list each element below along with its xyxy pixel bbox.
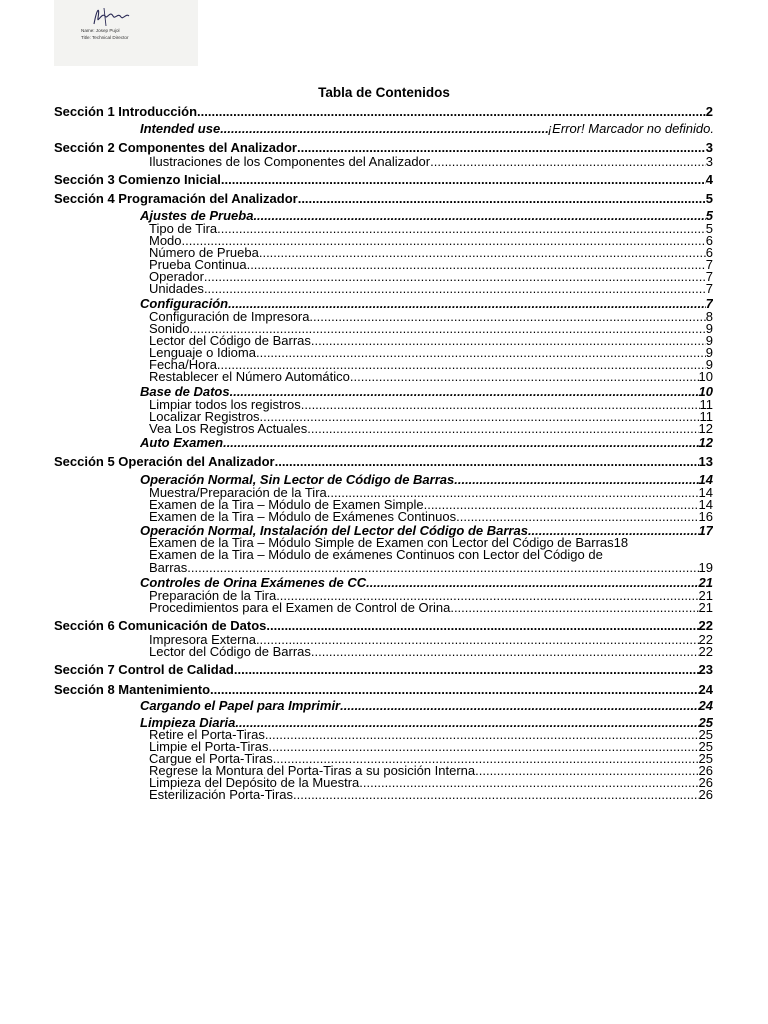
toc-leader — [187, 561, 698, 575]
toc-leader — [297, 141, 706, 155]
toc-leader — [230, 385, 699, 399]
toc-leader — [234, 663, 699, 677]
toc-leader — [275, 455, 699, 469]
toc-entry[interactable] — [149, 788, 713, 802]
toc-entry-label: Base de Datos — [140, 385, 230, 399]
toc-entry[interactable] — [54, 619, 713, 633]
toc-entry-label: Ajustes de Prueba — [140, 209, 254, 223]
toc-entry-label: Regrese la Montura del Porta-Tiras a su posición Interna — [149, 764, 476, 778]
signature-stamp — [54, 0, 198, 66]
toc-entry-page: 26 — [698, 764, 713, 778]
page-title: Tabla de Contenidos — [318, 85, 450, 100]
toc-entry-label: Intended use — [140, 122, 221, 136]
toc-entry-label: Examen de la Tira – Módulo Simple de Examen con Lector del Código de Barras — [149, 536, 614, 550]
toc-leader — [266, 619, 698, 633]
toc-entry-page: 8 — [705, 310, 713, 324]
toc-entry-page: 13 — [698, 455, 713, 469]
toc-entry-label: Sección 5 Operación del Analizador — [54, 455, 275, 469]
toc-entry-label: Impresora Externa — [149, 633, 256, 647]
toc-entry-label: Operador — [149, 270, 204, 284]
toc-entry-label: Fecha/Hora — [149, 358, 217, 372]
toc-entry-label: Cargando el Papel para Imprimir — [140, 699, 341, 713]
toc-entry-label: Modo — [149, 234, 182, 248]
toc-entry-label: Auto Examen — [140, 436, 224, 450]
toc-entry-page: 12 — [698, 436, 713, 450]
toc-entry-page: 7 — [705, 258, 713, 272]
toc-entry[interactable] — [140, 122, 714, 136]
toc-leader — [366, 576, 698, 590]
toc-entry-page: 19 — [698, 561, 713, 575]
toc-entry-page: 3 — [705, 141, 713, 155]
toc-leader — [293, 788, 699, 802]
toc-entry-label: Sección 3 Comienzo Inicial — [54, 173, 221, 187]
toc-entry-page: 14 — [698, 473, 713, 487]
toc-entry[interactable] — [140, 297, 713, 311]
toc-entry-page: 25 — [698, 728, 713, 742]
toc-entry-page: 21 — [698, 576, 713, 590]
toc-entry-label: Limpieza del Depósito de la Muestra — [149, 776, 360, 790]
toc-entry-page: 23 — [698, 663, 713, 677]
toc-entry-page: 18 — [613, 536, 629, 550]
toc-entry-label: Ilustraciones de los Componentes del Analizador — [149, 155, 431, 169]
toc-entry[interactable] — [140, 699, 713, 713]
toc-entry-page: 9 — [705, 358, 713, 372]
toc-entry-page: 10 — [698, 385, 713, 399]
toc-entry-label: Procedimientos para el Examen de Control de Orina. — [149, 601, 454, 615]
toc-entry-label: Examen de la Tira – Módulo de Exámenes Continuos — [149, 510, 457, 524]
toc-entry-page: 9 — [705, 346, 713, 360]
toc-entry-page: 26 — [698, 776, 713, 790]
toc-entry[interactable] — [140, 209, 713, 223]
signature-title: Title: Technical Director — [81, 35, 129, 40]
toc-entry-page: 7 — [705, 297, 713, 311]
toc-entry-page: 14 — [698, 486, 713, 500]
toc-entry[interactable] — [54, 105, 713, 119]
toc-entry-page: 4 — [705, 173, 713, 187]
toc-entry-page: 6 — [705, 234, 713, 248]
toc-entry-label: Tipo de Tira — [149, 222, 218, 236]
toc-entry-page: 7 — [705, 270, 713, 284]
toc-entry-page: 25 — [698, 740, 713, 754]
toc-entry-page: 16 — [698, 510, 713, 524]
toc-entry-page: 21 — [698, 589, 713, 603]
toc-entry[interactable] — [149, 282, 713, 296]
toc-entry-page: 22 — [698, 619, 713, 633]
toc-entry-page: 24 — [698, 699, 713, 713]
toc-entry-page: 12 — [698, 422, 713, 436]
toc-entry[interactable] — [140, 385, 713, 399]
toc-entry-label: Preparación de la Tira — [149, 589, 277, 603]
signature-name: Name: Josep Pujol — [81, 28, 120, 33]
toc-entry-label: Configuración — [140, 297, 229, 311]
toc-entry-label: Sonido — [149, 322, 190, 336]
toc-entry-page: 24 — [698, 683, 713, 697]
toc-entry[interactable] — [54, 663, 713, 677]
toc-entry-page: 5 — [705, 222, 713, 236]
toc-entry-label: Unidades — [149, 282, 204, 296]
toc-leader — [307, 422, 698, 436]
toc-entry-label: Lector del Código de Barras — [149, 645, 311, 659]
toc-entry-label: Limpie el Porta-Tiras — [149, 740, 269, 754]
toc-entry-label: Sección 4 Programación del Analizador — [54, 192, 298, 206]
toc-entry-page: ¡Error! Marcador no definido. — [547, 122, 714, 136]
toc-entry-page: 5 — [705, 192, 713, 206]
toc-entry-label: Esterilización Porta-Tiras — [149, 788, 294, 802]
toc-entry-page: 11 — [699, 410, 713, 424]
toc-leader — [228, 297, 706, 311]
toc-entry-page: 22 — [698, 645, 713, 659]
toc-leader — [298, 192, 706, 206]
toc-entry-label: Localizar Registros — [149, 410, 260, 424]
toc-entry-label: Limpieza Diaria — [140, 716, 236, 730]
toc-entry-page: 25 — [698, 716, 713, 730]
toc-entry-page: 10 — [698, 370, 713, 384]
toc-entry[interactable] — [149, 370, 713, 384]
toc-entry-label: Vea Los Registros Actuales — [149, 422, 308, 436]
toc-entry[interactable] — [149, 645, 713, 659]
toc-entry-label: Operación Normal, Sin Lector de Código de Barras — [140, 473, 455, 487]
toc-entry[interactable] — [54, 141, 713, 155]
toc-entry-label: Operación Normal, Instalación del Lector del Código de Barras — [140, 524, 528, 538]
toc-entry[interactable] — [149, 601, 713, 615]
toc-leader — [197, 105, 706, 119]
toc-leader — [210, 683, 698, 697]
toc-entry-page: 17 — [698, 524, 713, 538]
toc-entry[interactable] — [149, 561, 713, 575]
toc-entry-page: 11 — [699, 398, 713, 412]
toc-entry-label: Sección 6 Comunicación de Datos — [54, 619, 267, 633]
toc-entry-label: Sección 1 Introducción — [54, 105, 198, 119]
toc-leader — [454, 473, 698, 487]
toc-entry-label: Sección 8 Mantenimiento — [54, 683, 211, 697]
toc-leader — [204, 282, 706, 296]
toc-entry-label: Limpiar todos los registros — [149, 398, 301, 412]
toc-leader — [340, 699, 698, 713]
toc-entry-wrapped-line: Examen de la Tira – Módulo de exámenes Continuos con Lector del Código de — [149, 547, 603, 562]
toc-leader — [350, 370, 699, 384]
toc-entry-page: 14 — [698, 498, 713, 512]
toc-entry-label: Sección 7 Control de Calidad — [54, 663, 234, 677]
toc-entry-label: Sección 2 Componentes del Analizador — [54, 141, 297, 155]
toc-entry[interactable] — [149, 155, 713, 169]
toc-entry-page: 9 — [705, 334, 713, 348]
toc-entry-label: Lenguaje o Idioma — [149, 346, 256, 360]
toc-leader — [311, 645, 699, 659]
toc-entry-label: Número de Prueba — [149, 246, 259, 260]
toc-entry[interactable] — [140, 473, 713, 487]
toc-entry-page: 3 — [705, 155, 713, 169]
toc-entry-label: Controles de Orina Exámenes de CC — [140, 576, 367, 590]
signature-scribble-icon — [88, 4, 144, 28]
toc-entry[interactable] — [140, 436, 713, 450]
toc-entry-page: 2 — [705, 105, 713, 119]
toc-entry[interactable] — [140, 576, 713, 590]
toc-entry-page: 6 — [705, 246, 713, 260]
toc-entry[interactable] — [149, 422, 713, 436]
toc-entry-label: Configuración de Impresora — [149, 310, 310, 324]
toc-entry[interactable] — [54, 192, 713, 206]
toc-entry-page: 9 — [705, 322, 713, 336]
toc-entry-label: Retire el Porta-Tiras — [149, 728, 265, 742]
toc-entry[interactable] — [54, 455, 713, 469]
toc-entry-page: 5 — [705, 209, 713, 223]
toc-leader — [253, 209, 705, 223]
toc-entry[interactable] — [54, 683, 713, 697]
toc-entry[interactable] — [54, 173, 713, 187]
toc-entry-label: Barras — [149, 561, 188, 575]
toc-entry-label: Cargue el Porta-Tiras — [149, 752, 273, 766]
toc-entry-label: Examen de la Tira – Módulo de Examen Simple — [149, 498, 424, 512]
toc-leader — [454, 601, 699, 615]
toc-leader — [430, 155, 706, 169]
toc-leader — [221, 173, 706, 187]
toc-entry-label: Prueba Continua — [149, 258, 247, 272]
toc-entry-page: 7 — [705, 282, 713, 296]
toc-entry-label: Muestra/Preparación de la Tira — [149, 486, 327, 500]
toc-leader — [223, 436, 698, 450]
toc-entry-label: Lector del Código de Barras — [149, 334, 311, 348]
toc-entry-page: 21 — [698, 601, 713, 615]
toc-entry[interactable] — [149, 510, 713, 524]
toc-leader — [456, 510, 698, 524]
toc-leader — [220, 122, 548, 136]
toc-entry-page: 26 — [698, 788, 713, 802]
toc-entry-label: Restablecer el Número Automático — [149, 370, 350, 384]
toc-entry-page: 22 — [698, 633, 713, 647]
toc-entry-page: 25 — [698, 752, 713, 766]
